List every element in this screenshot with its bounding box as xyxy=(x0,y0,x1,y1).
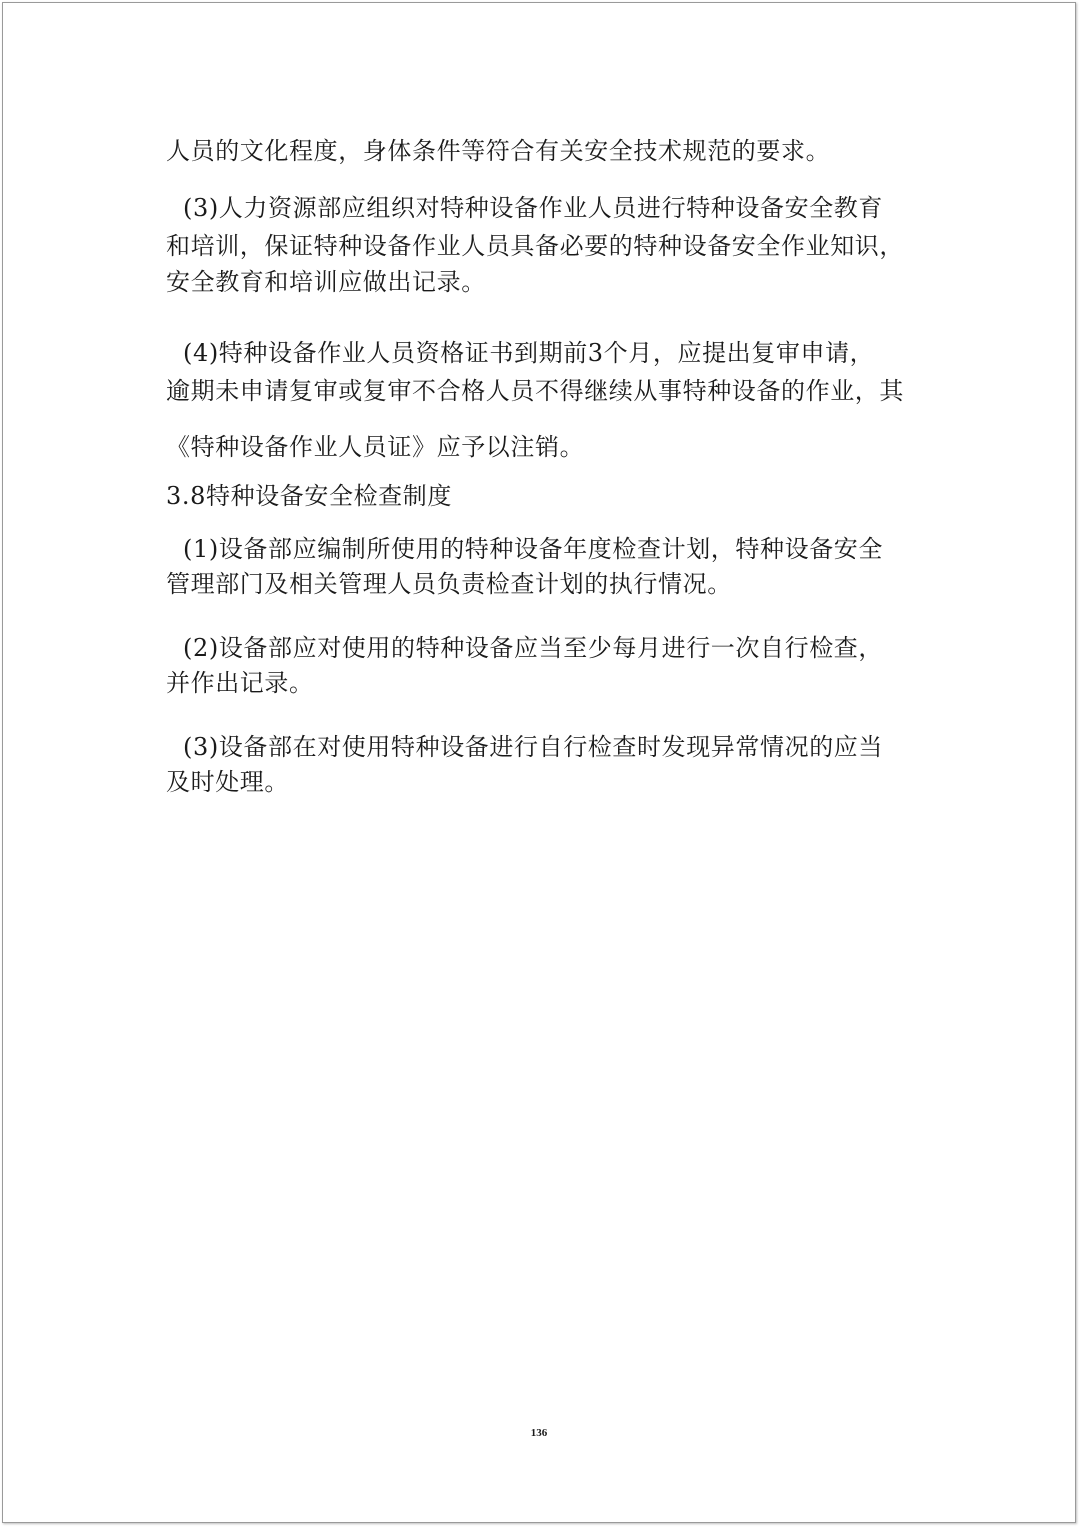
paragraph-line: 《特种设备作业人员证》应予以注销。 xyxy=(166,433,585,461)
paragraph-line: 安全教育和培训应做出记录。 xyxy=(166,268,486,296)
document-page xyxy=(2,2,1076,1523)
page-number: 136 xyxy=(530,1427,548,1439)
paragraph-line: (3)设备部在对使用特种设备进行自行检查时发现异常情况的应当 xyxy=(183,733,883,761)
paragraph-line: 人员的文化程度，身体条件等符合有关安全技术规范的要求。 xyxy=(166,137,831,165)
paragraph-line: 及时处理。 xyxy=(166,768,289,796)
paragraph-line: 和培训，保证特种设备作业人员具备必要的特种设备安全作业知识， xyxy=(166,232,904,260)
paragraph-line: 逾期未申请复审或复审不合格人员不得继续从事特种设备的作业，其 xyxy=(166,377,904,405)
paragraph-line: 并作出记录。 xyxy=(166,669,314,697)
paragraph-line: (1)设备部应编制所使用的特种设备年度检查计划，特种设备安全 xyxy=(183,535,883,563)
paragraph-line: (2)设备部应对使用的特种设备应当至少每月进行一次自行检查， xyxy=(183,634,883,662)
section-heading: 3.8特种设备安全检查制度 xyxy=(166,482,452,510)
paragraph-line: (3)人力资源部应组织对特种设备作业人员进行特种设备安全教育 xyxy=(183,194,883,222)
paragraph-line: (4)特种设备作业人员资格证书到期前3个月，应提出复审申请， xyxy=(183,339,875,367)
paragraph-line: 管理部门及相关管理人员负责检查计划的执行情况。 xyxy=(166,570,732,598)
